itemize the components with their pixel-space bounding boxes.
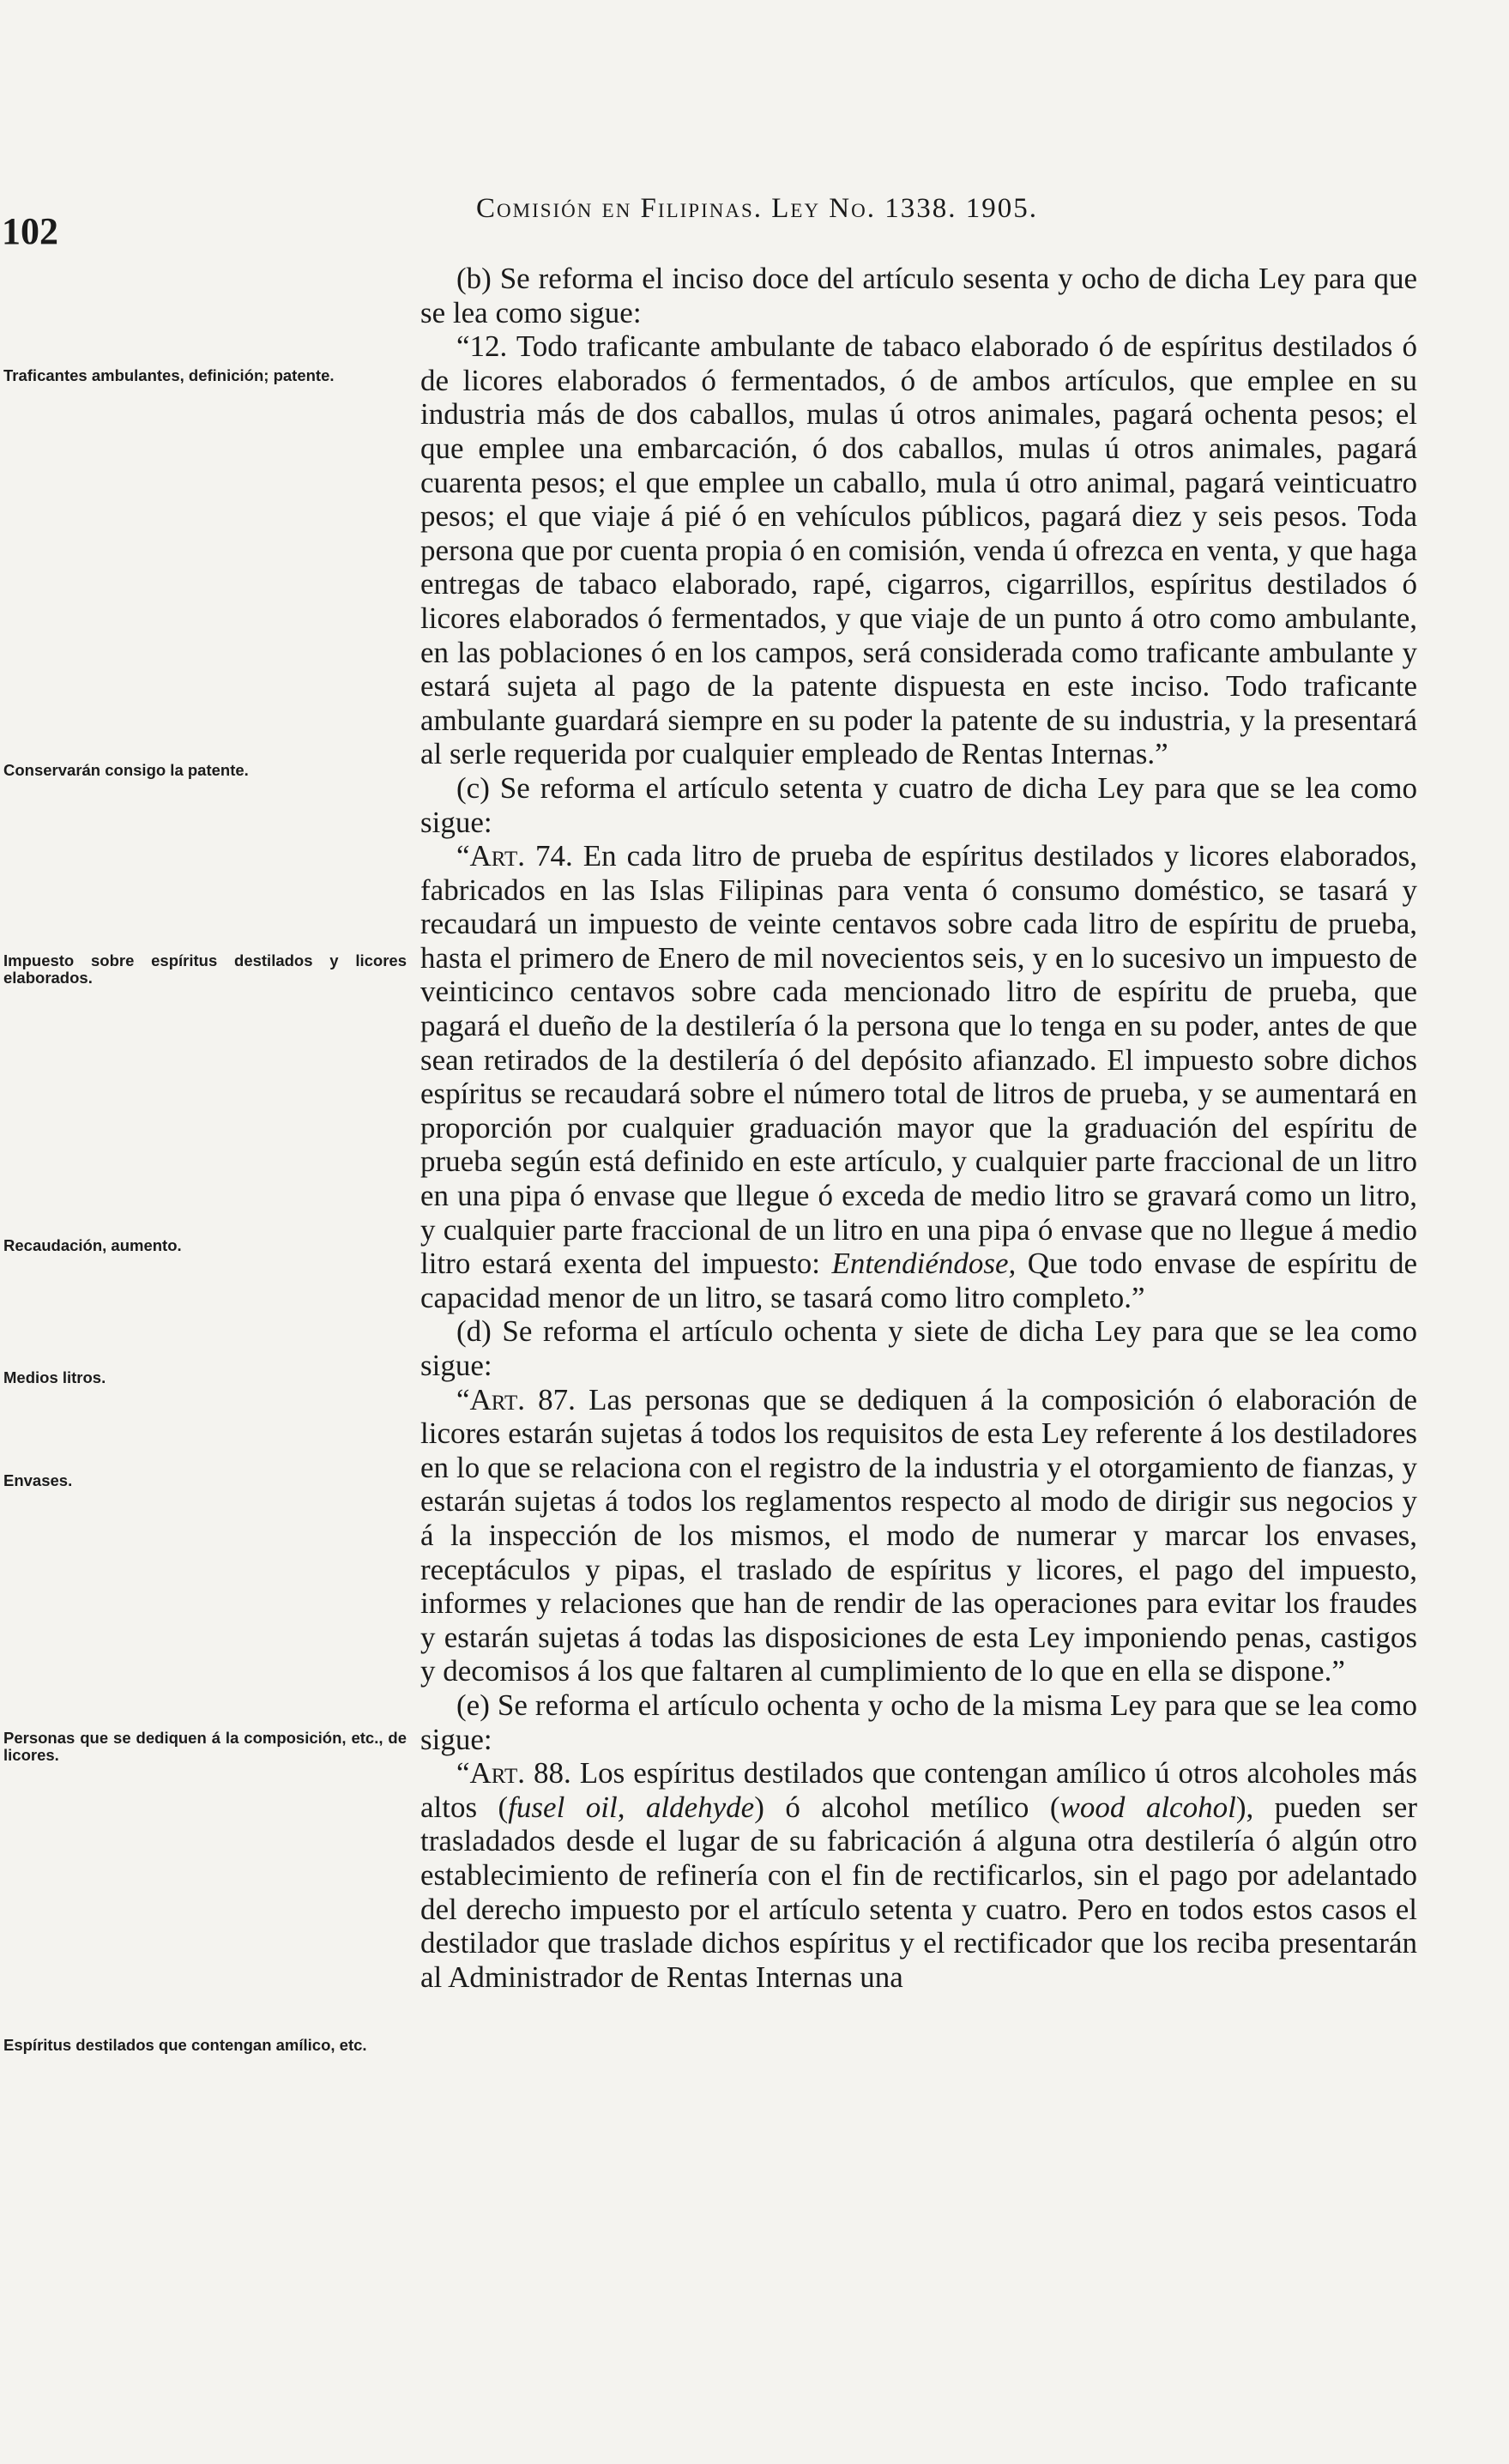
main-text: [420, 262, 1417, 1994]
article-text: ), pueden ser trasladados desde el lugar de su fabricación á alguna otra destilería ó algún otro establecimiento de refinería con el fin de rectificarlos, sin el pago por adelantado del derecho impuesto por el artículo setenta y cuatro. Pero en todos estos casos el destilador que traslade dichos espíritus y el rectificador que los reciba presentarán al Administrador de Rentas Internas una: [420, 1790, 1417, 1994]
article-text-end: Que todo envase de espíritu de capacidad menor de un litro, se tasará como litro completo.”: [420, 1247, 1418, 1314]
margin-note-personas: Personas que se dediquen á la composición, etc., de licores.: [3, 1729, 407, 1764]
article-text: ) ó alcohol metílico (: [754, 1790, 1060, 1824]
article-text: En cada litro de prueba de espíritus destilados y licores elaborados, fabricados en las Islas Filipinas para venta ó consumo doméstico, se tasará y recaudará un impuesto de veinte centavos sobre cada litro de espíritu de prueba, hasta el primero de Enero de mil novecientos seis, y en lo sucesivo un impuesto de veinticinco centavos sobre cada mencionado litro de espíritu de prueba, que pagará el dueño de la destilería ó la persona que lo tenga en su poder, antes de que sean retirados de la destilería ó del depósito afianzado. El impuesto sobre dichos espíritus se recaudará sobre el número total de litros de prueba, y se aumentará en proporción por cualquier graduación mayor que la graduación del espíritu de prueba según está definido en este artículo, y cualquier parte fraccional de un litro en una pipa ó envase que llegue ó exceda de medio litro se gravará como un litro, y cualquier parte fraccional de un litro en una pipa ó envase que no llegue á medio litro estará exenta del impuesto:: [420, 839, 1417, 1281]
italic-term: fusel oil, aldehyde: [508, 1790, 755, 1824]
italic-term: Entendiéndose,: [831, 1247, 1017, 1281]
margin-note-impuesto: Impuesto sobre espíritus destilados y licores elaborados.: [3, 951, 407, 987]
margin-note-recaudacion: Recaudación, aumento.: [3, 1236, 182, 1254]
page-number: 102: [2, 210, 58, 252]
paragraph-art-74: [420, 839, 1417, 1314]
paragraph-art-87: [420, 1383, 1417, 1688]
margin-note-espiritus: Espíritus destilados que contengan amílico, etc.: [3, 2036, 367, 2054]
margin-note-envases: Envases.: [3, 1471, 73, 1489]
paragraph-c: (c) Se reforma el artículo setenta y cuatro de dicha Ley para que se lea como sigue:: [420, 770, 1417, 839]
italic-term: wood alcohol: [1059, 1790, 1236, 1824]
article-label: “Art. 88.: [456, 1756, 571, 1791]
paragraph-art-88: [420, 1756, 1417, 1994]
margin-note-medios-litros: Medios litros.: [3, 1368, 106, 1386]
article-text: Las personas que se dediquen á la composición ó elaboración de licores estarán sujetas á todos los requisitos de esta Ley referente á los destiladores en lo que se relaciona con el registro de la industria y el otorgamiento de fianzas, y estarán sujetas á todos los reglamentos respecto al modo de dirigir sus negocios y á la inspección de los mismos, el modo de numerar y marcar los envases, receptáculos y pipas, el traslado de espíritus y licores, el pago del impuesto, informes y relaciones que han de rendir de las operaciones para evitar los fraudes y estarán sujetas á todas las disposiciones de esta Ley imponiendo penas, castigos y decomisos á los que faltaren al cumplimiento de lo que en ella se dispone.”: [420, 1382, 1417, 1688]
article-label: “Art. 74.: [456, 839, 573, 873]
margin-note-traficantes: Traficantes ambulantes, definición; patente.: [3, 366, 335, 384]
paragraph-e: (e) Se reforma el artículo ochenta y ocho de la misma Ley para que se lea como sigue:: [420, 1688, 1417, 1756]
running-header: Comisión en Filipinas. Ley No. 1338. 1905.: [476, 193, 1039, 224]
paragraph-12: “12. Todo traficante ambulante de tabaco elaborado ó de espíritus destilados ó de licores elaborados ó fermentados, ó de ambos artículos, que emplee en su industria más de dos caballos, mulas ú otros animales, pagará ochenta pesos; el que emplee una embarcación, ó dos caballos, mulas ú otros animales, pagará cuarenta pesos; el que emplee un caballo, mula ú otro animal, pagará veinticuatro pesos; el que viaje á pié ó en vehículos públicos, pagará diez y seis pesos. Toda persona que por cuenta propia ó en comisión, venda ú ofrezca en venta, y que haga entregas de tabaco elaborado, rapé, cigarros, cigarrillos, espíritus destilados ó licores elaborados ó fermentados, y que viaje de un punto á otro como ambulante, en las poblaciones ó en los campos, será considerada como traficante ambulante y estará sujeta al pago de la patente dispuesta en este inciso. Todo traficante ambulante guardará siempre en su poder la patente de su industria, y la presentará al serle requerida por cualquier empleado de Rentas Internas.”: [420, 329, 1417, 771]
paragraph-d: (d) Se reforma el artículo ochenta y siete de dicha Ley para que se lea como sigue:: [420, 1314, 1417, 1382]
article-text: Los espíritus destilados que contengan amílico ú otros alcoholes más altos (: [420, 1756, 1417, 1824]
paragraph-b: (b) Se reforma el inciso doce del artículo sesenta y ocho de dicha Ley para que se lea como sigue:: [420, 262, 1417, 329]
margin-note-conservaran: Conservarán consigo la patente.: [3, 761, 249, 779]
article-label: “Art. 87.: [456, 1382, 576, 1416]
